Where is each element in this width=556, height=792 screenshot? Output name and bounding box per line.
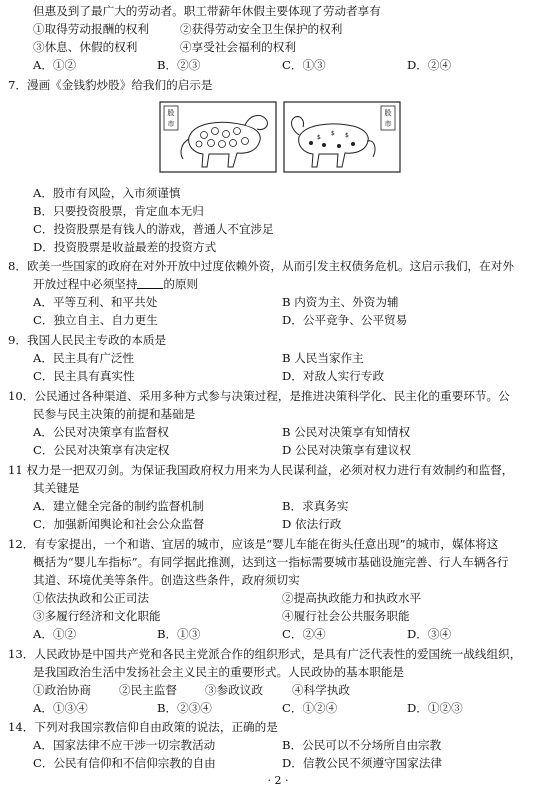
q12-item-4: ④履行社会公共服务职能 [282, 609, 410, 623]
svg-text:$: $ [345, 132, 349, 139]
q10-option-c: C．公民对决策享有决定权 [33, 443, 170, 457]
q8-option-c: C．独立自主、自力更生 [33, 313, 158, 327]
q10-option-a: A．公民对决策享有监督权 [33, 425, 169, 439]
q11-option-d: D 依法行政 [282, 517, 342, 531]
cartoon-sign-left-2: 市 [167, 120, 175, 128]
q8-option-d: D．公平竞争、公平贸易 [282, 313, 408, 327]
q8-stem-1: 8．欧美一些国家的政府在对外开放中过度依赖外资，从而引发主权债务危机。这启示我们，在对外 [8, 259, 514, 273]
q7-option-d: D．投资股票是收益最差的投资方式 [33, 240, 217, 254]
q7-stem: 7．漫画《金钱豹炒股》给我们的启示是 [8, 78, 213, 92]
q9-option-b: B 人民当家作主 [282, 351, 364, 365]
q12-option-b: B．①③ [157, 627, 201, 641]
q13-stem-1: 13．人民政协是中国共产党和各民主党派合作的组织形式，是具有广泛代表性的爱国统一战线组织， [8, 647, 522, 661]
q12-item-1: ①依法执政和公正司法 [33, 591, 149, 605]
q8-blank [137, 277, 163, 289]
q11-stem-1: 11 权力是一把双刃剑。为保证我国政府权力用来为人民谋利益，必须对权力进行有效制约和监督， [8, 463, 514, 477]
q6-option-d: D．②④ [407, 58, 452, 72]
svg-text:$: $ [331, 130, 335, 137]
q7-option-a: A．股市有风险，入市须谨慎 [33, 186, 181, 200]
q6-option-b: B．②③ [157, 58, 201, 72]
q12-item-2: ②提高执政能力和执政水平 [282, 591, 422, 605]
q12-item-3: ③多履行经济和文化职能 [33, 609, 161, 623]
cartoon-sign-right-2: 市 [384, 120, 392, 128]
q8-option-b: B 内资为主、外资为辅 [282, 295, 399, 309]
q10-option-d: D 公民对决策享有建议权 [282, 443, 411, 457]
cartoon-sign-right-1: 股 [384, 109, 392, 117]
cartoon-sign-left-1: 股 [167, 109, 175, 117]
q6-option-c: C．①③ [282, 58, 326, 72]
q11-stem-2: 其关键是 [33, 481, 80, 495]
cartoon-image [159, 99, 401, 175]
q6-option-a: A．①② [33, 58, 77, 72]
q14-option-d: D．信教公民不须遵守国家法律 [282, 756, 443, 770]
q12-option-c: C．②④ [282, 627, 326, 641]
q8-stem-2b: 的原则 [163, 277, 199, 291]
q12-stem-1: 12．有专家提出，一个和谐、宜居的城市，应该是“婴儿车能在街头任意出现”的城市，媒体将这 [8, 537, 499, 551]
q11-option-a: A．建立健全完备的制约监督机制 [33, 499, 204, 513]
q13-option-d: D．①②③ [407, 701, 463, 715]
q6-item-4: ④享受社会福利的权利 [180, 40, 296, 54]
q6-stem-tail: 但惠及到了最广大的劳动者。职工带薪年休假主要体现了劳动者享有 [33, 4, 381, 18]
q9-option-c: C．民主具有真实性 [33, 369, 135, 383]
q12-option-a: A．①② [33, 627, 77, 641]
q11-option-b: B．求真务实 [282, 499, 349, 513]
q13-item-2: ②民主监督 [119, 683, 177, 697]
q12-stem-3: 其道、环境优美等条件。创造这些条件，政府须切实 [33, 573, 300, 587]
q13-stem-2: 是我国政治生活中发扬社会主义民主的重要形式。人民政协的基本职能是 [33, 665, 405, 679]
q7-option-b: B．只要投资股票，肯定血本无归 [33, 204, 204, 218]
q14-stem: 14．下列对我国宗教信仰自由政策的说法，正确的是 [8, 720, 278, 734]
q13-option-c: C．①②④ [282, 701, 338, 715]
q10-stem-2: 民参与民主决策的前提和基础是 [33, 407, 196, 421]
q6-item-3: ③休息、休假的权利 [33, 40, 138, 54]
q8-stem-2a: 开放过程中必须坚持 [33, 277, 138, 291]
q13-item-1: ①政治协商 [33, 683, 91, 697]
page-number: · 2 · [267, 774, 289, 787]
q7-option-c: C．投资股票是有钱人的游戏，普通人不宜涉足 [33, 222, 274, 236]
q14-option-a: A．国家法律不应干涉一切宗教活动 [33, 738, 216, 752]
q6-item-1: ①取得劳动报酬的权利 [33, 22, 149, 36]
q10-stem-1: 10．公民通过各种渠道、采用多种方式参与决策过程，是推进决策科学化、民主化的重要环节。公 [8, 389, 510, 403]
q9-stem: 9．我国人民民主专政的本质是 [8, 333, 167, 347]
q13-item-3: ③参政议政 [205, 683, 263, 697]
q8-option-a: A．平等互利、和平共处 [33, 295, 158, 309]
q14-option-b: B．公民可以不分场所自由宗教 [282, 738, 442, 752]
q9-option-d: D．对敌人实行专政 [282, 369, 385, 383]
q13-item-4: ④科学执政 [292, 683, 350, 697]
q14-option-c: C．公民有信仰和不信仰宗教的自由 [33, 756, 216, 770]
q13-option-a: A．①③④ [33, 701, 88, 715]
q10-option-b: B 公民对决策享有知情权 [282, 425, 411, 439]
q13-option-b: B．②③④ [157, 701, 212, 715]
q8-stem-2 [33, 277, 198, 292]
q12-option-d: D．③④ [407, 627, 452, 641]
q6-item-2: ②获得劳动安全卫生保护的权利 [180, 22, 343, 36]
svg-text:$: $ [317, 134, 321, 141]
q12-stem-2: 概括为“婴儿车指标”。有同学据此推测，达到这一指标需要城市基础设施完善、行人车辆各行 [33, 555, 509, 569]
q11-option-c: C．加强新闻舆论和社会公众监督 [33, 517, 205, 531]
q9-option-a: A．民主具有广泛性 [33, 351, 135, 365]
